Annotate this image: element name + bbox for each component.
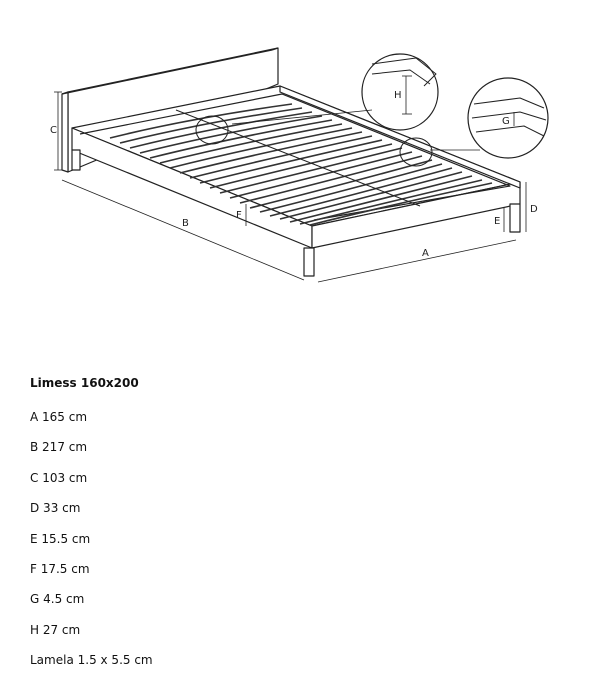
- dim-label-e: E: [494, 216, 501, 227]
- spec-b: B 217 cm: [30, 440, 88, 455]
- dim-label-f: F: [236, 210, 242, 221]
- dim-label-d: D: [530, 204, 538, 215]
- bed-drawing: [0, 0, 614, 300]
- spec-g: G 4.5 cm: [30, 592, 85, 607]
- product-title: Limess 160x200: [30, 376, 139, 390]
- spec-f: F 17.5 cm: [30, 561, 90, 576]
- spec-list: [30, 376, 590, 684]
- leg-front-right: [510, 204, 520, 232]
- dim-label-g: G: [502, 116, 510, 127]
- spec-c: C 103 cm: [30, 470, 88, 485]
- spec-d: D 33 cm: [30, 501, 81, 516]
- spec-e: E 15.5 cm: [30, 531, 91, 546]
- headboard-side: [62, 92, 68, 172]
- dim-label-a: A: [422, 248, 429, 259]
- bed-dimension-diagram: [0, 0, 614, 300]
- spec-a: A 165 cm: [30, 410, 88, 424]
- spec-lamela: Lamela 1.5 x 5.5 cm: [30, 653, 153, 668]
- spec-h: H 27 cm: [30, 622, 81, 637]
- dim-label-c: C: [50, 125, 57, 136]
- dim-label-h: H: [394, 90, 402, 101]
- dim-label-b: B: [182, 218, 189, 229]
- leg-front-left: [304, 248, 314, 276]
- leg-back-left: [72, 150, 80, 170]
